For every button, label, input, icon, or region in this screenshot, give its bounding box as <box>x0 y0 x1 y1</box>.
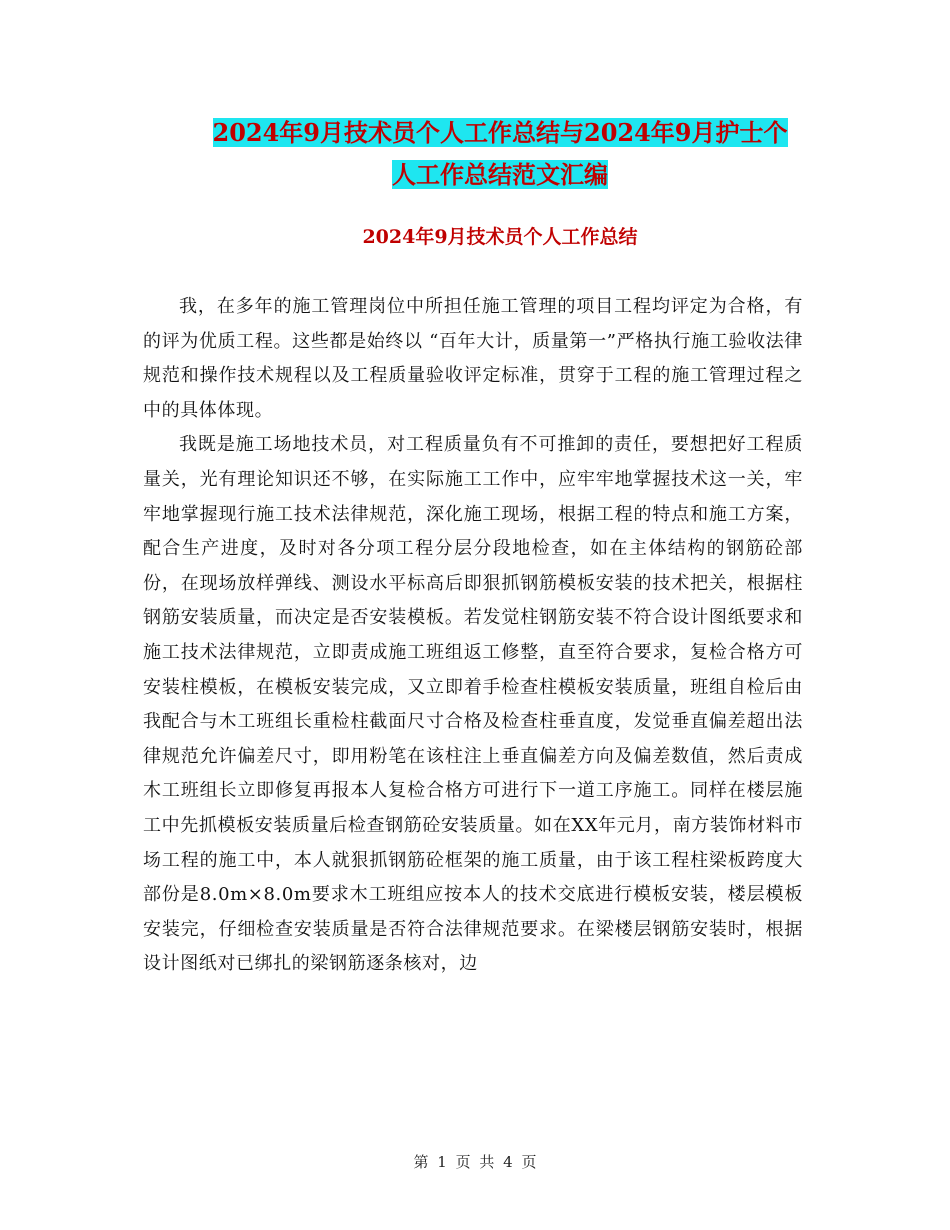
section-title: 2024年9月技术员个人工作总结 <box>362 226 638 248</box>
document-body <box>143 290 803 982</box>
document-title <box>140 112 860 196</box>
page-footer: 第 1 页 共 4 页 <box>413 1153 537 1171</box>
document-title-line-1: 2024年9月技术员个人工作总结与2024年9月护士个 <box>212 118 788 147</box>
paragraph-2: 我既是施工场地技术员，对工程质量负有不可推卸的责任，要想把好工程质量关，光有理论知识还不够，在实际施工工作中，应牢牢地掌握技术这一关，牢牢地掌握现行施工技术法律规范，深化施工现场，根据工程的特点和施工方案，配合生产进度，及时对各分项工程分层分段地检查，如在主体结构的钢筋砼部份，在现场放样弹线、测设水平标高后即狠抓钢筋模板安装的技术把关，根据柱钢筋安装质量，而决定是否安装模板。若发觉柱钢筋安装不符合设计图纸要求和施工技术法律规范，立即责成施工班组返工修整，直至符合要求，复检合格方可安装柱模板，在模板安装完成，又立即着手检查柱模板安装质量，班组自检后由我配合与木工班组长重检柱截面尺寸合格及检查柱垂直度，发觉垂直偏差超出法律规范允许偏差尺寸，即用粉笔在该柱注上垂直偏差方向及偏差数值，然后责成木工班组长立即修复再报本人复检合格方可进行下一道工序施工。同样在楼层施工中先抓模板安装质量后检查钢筋砼安装质量。如在XX年元月，南方装饰材料市场工程的施工中，本人就狠抓钢筋砼框架的施工质量，由于该工程柱梁板跨度大部份是8.0m×8.0m要求木工班组应按本人的技术交底进行模板安装，楼层模板安装完，仔细检查安装质量是否符合法律规范要求。在梁楼层钢筋安装时，根据设计图纸对已绑扎的梁钢筋逐条核对，边 <box>143 434 803 975</box>
document-title-line-2: 人工作总结范文汇编 <box>392 160 608 189</box>
paragraph-1: 我，在多年的施工管理岗位中所担任施工管理的项目工程均评定为合格，有的评为优质工程。这些都是始终以 “百年大计，质量第一”严格执行施工验收法律规范和操作技术规程以及工程质量验收评定标准，贯穿于工程的施工管理过程之中的具体体现。 <box>143 296 803 421</box>
